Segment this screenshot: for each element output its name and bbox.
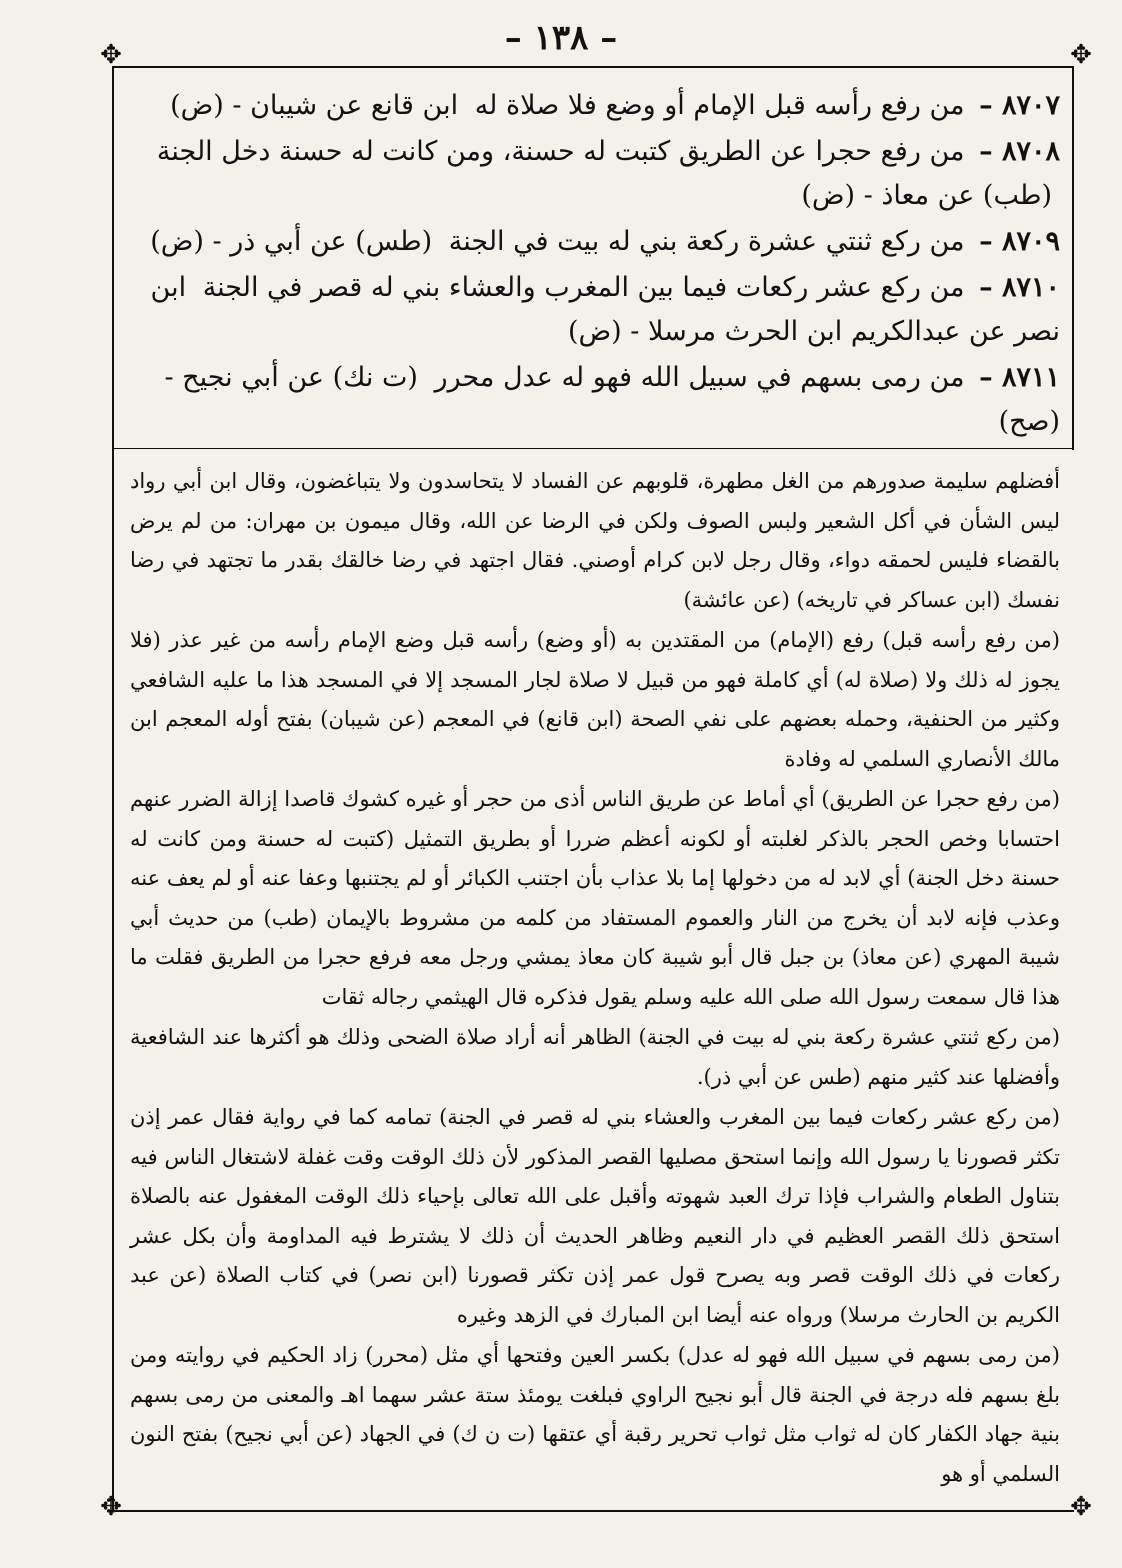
hadith-source: (طب) عن معاذ - (ض): [801, 180, 1052, 211]
hadith-source: ابن نصر عن عبدالكريم ابن الحرث مرسلا - (ض): [150, 272, 1060, 347]
commentary-paragraph: (من رفع رأسه قبل) رفع (الإمام) من المقتدين به (أو وضع) رأسه قبل وضع الإمام رأسه من غير عذر (فلا يجوز له ذلك ولا (صلاة له) أي كاملة فهو من قبيل لا صلاة لجار المسجد إلا في المسجد هذا ما عليه الشافعي وكثير من الحنفية، وحمله بعضهم على نفي الصحة (ابن قانع) في المعجم (عن شيبان) بفتح أوله المعجم ابن مالك الأنصاري السلمي له وفادة: [130, 628, 1060, 771]
corner-ornament-icon: ✥: [100, 1492, 122, 1522]
hadith-source: (ت نك) عن أبي نجيح - (صح): [164, 362, 1060, 437]
hadith-number: ٨٧٠٩ –: [979, 226, 1060, 257]
hadith-text: من رفع حجرا عن الطريق كتبت له حسنة، ومن كانت له حسنة دخل الجنة: [156, 136, 965, 167]
corner-ornament-icon: ✥: [100, 40, 122, 70]
hadith-text: من رمى بسهم في سبيل الله فهو له عدل محرر: [434, 362, 965, 393]
hadith-source: (طس) عن أبي ذر - (ض): [150, 226, 433, 257]
hadith-entry: [130, 266, 1060, 354]
page-number: – ١٣٨ –: [504, 18, 618, 58]
hadith-text: من ركع ثنتي عشرة ركعة بني له بيت في الجنة: [448, 226, 965, 257]
hadith-text: من ركع عشر ركعات فيما بين المغرب والعشاء بني له قصر في الجنة: [202, 272, 965, 303]
hadith-entry: [130, 84, 1060, 128]
hadith-list: [130, 84, 1060, 446]
section-divider: [112, 448, 1072, 449]
hadith-entry: [130, 220, 1060, 264]
hadith-column-rule: [1072, 66, 1074, 450]
commentary-paragraph: (من رمى بسهم في سبيل الله فهو له عدل) بكسر العين وفتحها أي مثل (محرر) زاد الحكيم في روايته ومن بلغ بسهم فله درجة في الجنة قال أبو نجيح الراوي فبلغت يومئذ ستة عشر سهما اهـ والمعنى من رمى بسهم بنية جهاد الكفار كان له ثواب مثل ثواب تحرير رقبة أي عتقها (ت ن ك) في الجهاد (عن أبي نجيح) بفتح النون السلمي أو هو: [130, 1343, 1060, 1486]
hadith-number: ٨٧٠٨ –: [979, 136, 1060, 167]
hadith-entry: [130, 130, 1060, 218]
hadith-text: من رفع رأسه قبل الإمام أو وضع فلا صلاة له: [474, 90, 965, 121]
corner-ornament-icon: ✥: [1070, 40, 1092, 70]
commentary-section: [130, 462, 1060, 1495]
commentary-paragraph: (من ركع عشر ركعات فيما بين المغرب والعشاء بني له قصر في الجنة) تمامه كما في رواية فقال عمر إذن تكثر قصورنا يا رسول الله وإنما استحق مصليها القصر المذكور لأن ذلك الوقت وقت غفلة لاشتغال الناس فيه بتناول الطعام والشراب فإذا ترك العبد شهوته وأقبل على الله تعالى بإحياء ذلك الوقت المغفول عنه بالصلاة استحق ذلك القصر العظيم في دار النعيم وظاهر الحديث أن ذلك لا يشترط فيه المداومة وأن بكل عشر ركعات في ذلك الوقت قصر وبه يصرح قول عمر إذن تكثر قصورنا (ابن نصر) في كتاب الصلاة (عن عبد الكريم بن الحارث مرسلا) ورواه عنه أيضا ابن المبارك في الزهد وغيره: [130, 1105, 1060, 1327]
hadith-source: ابن قانع عن شيبان - (ض): [170, 90, 459, 121]
hadith-entry: [130, 356, 1060, 444]
commentary-paragraph: (من ركع ثنتي عشرة ركعة بني له بيت في الجنة) الظاهر أنه أراد صلاة الضحى وذلك هو أكثرها عند الشافعية وأفضلها عند كثير منهم (طس عن أبي ذر).: [130, 1025, 1060, 1089]
hadith-number: ٨٧٠٧ –: [979, 90, 1060, 121]
commentary-paragraph: أفضلهم سليمة صدورهم من الغل مطهرة، قلوبهم عن الفساد لا يتحاسدون ولا يتباغضون، وقال ابن أبي رواد ليس الشأن في أكل الشعير ولبس الصوف ولكن في الرضا عن الله، وقال ميمون بن مهران: من لم يرض بالقضاء فليس لحمقه دواء، وقال رجل لابن كرام أوصني. فقال اجتهد في رضا خالقك بقدر ما تجتهد في رضا نفسك (ابن عساكر في تاريخه) (عن عائشة): [130, 469, 1060, 612]
hadith-number: ٨٧١٠ –: [979, 272, 1060, 303]
corner-ornament-icon: ✥: [1070, 1492, 1092, 1522]
commentary-paragraph: (من رفع حجرا عن الطريق) أي أماط عن طريق الناس أذى من حجر أو غيره كشوك قاصدا إزالة الضرر عنهم احتسابا وخص الحجر بالذكر لغلبته أو لكونه أعظم ضررا أو بطريق التمثيل (كتبت له حسنة ومن كانت له حسنة دخل الجنة) أي لابد له من دخولها إما بلا عذاب بأن اجتنب الكبائر أو لم يجتنبها وعفا عنه أو لم يعف عنه وعذب فإنه لابد أن يخرج من النار والعموم المستفاد من كلمه من مشروط بالإيمان (طب) من حديث أبي شيبة المهري (عن معاذ) بن جبل قال أبو شيبة كان معاذ يمشي ورجل معه فرفع حجرا من الطريق فقلت ما هذا قال سمعت رسول الله صلى الله عليه وسلم يقول فذكره قال الهيثمي رجاله ثقات: [130, 787, 1060, 1009]
hadith-number: ٨٧١١ –: [979, 362, 1060, 393]
